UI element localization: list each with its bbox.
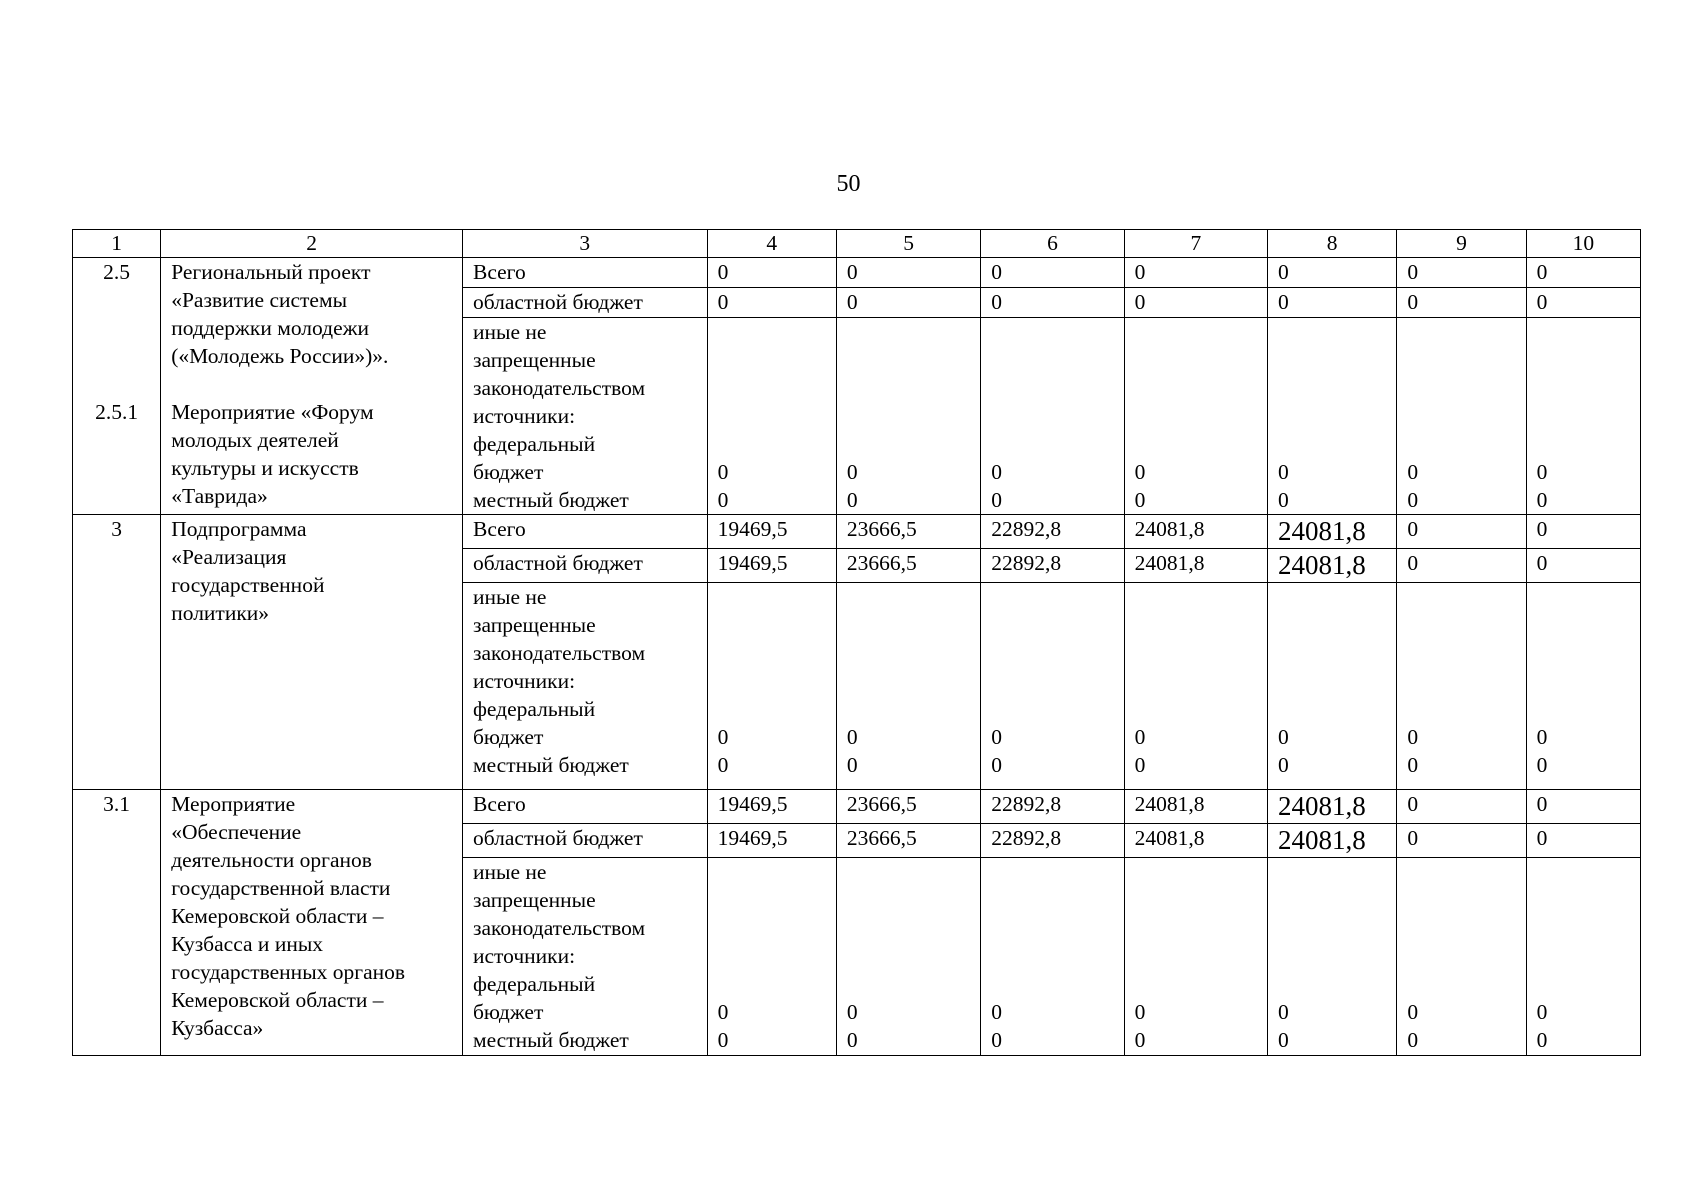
value-cell-other	[1124, 583, 1267, 790]
page-number: 50	[836, 171, 861, 197]
blank-line	[718, 695, 826, 723]
value-federal: 0	[846, 460, 858, 484]
value-local: 0	[991, 753, 1003, 777]
blank-line	[718, 942, 826, 970]
blank-line	[1278, 318, 1386, 346]
blank-line	[1537, 970, 1630, 998]
value-cell-total: 24081,8	[1124, 790, 1267, 824]
value-cell-total: 0	[1526, 515, 1640, 549]
blank-line	[718, 374, 826, 402]
blank-line	[1407, 886, 1515, 914]
value-local: 0	[717, 488, 729, 512]
source-label-line: бюджет	[472, 725, 544, 749]
value-cell-regional: 0	[707, 288, 836, 318]
blank-line	[1278, 667, 1386, 695]
blank-line	[1135, 611, 1257, 639]
value-cell-regional: 0	[1397, 549, 1526, 583]
blank-line	[847, 430, 970, 458]
blank-line	[847, 639, 970, 667]
blank-line	[718, 970, 826, 998]
blank-line	[847, 611, 970, 639]
blank-line	[1537, 402, 1630, 430]
value-federal: 0	[991, 725, 1003, 749]
value-federal: 0	[1134, 460, 1146, 484]
value-cell-total: 0	[1397, 790, 1526, 824]
value-cell-total: 0	[1526, 258, 1640, 288]
section-name-line: государственной	[171, 573, 325, 597]
value-federal: 0	[1536, 1000, 1548, 1024]
value-cell-other	[1124, 318, 1267, 515]
value-cell-total: 23666,5	[836, 515, 980, 549]
value-local: 0	[991, 488, 1003, 512]
blank-line	[847, 374, 970, 402]
blank-line	[847, 970, 970, 998]
blank-line	[1278, 886, 1386, 914]
blank-line	[1278, 914, 1386, 942]
source-label-regional: областной бюджет	[462, 549, 707, 583]
section-name	[161, 515, 463, 790]
section-name-line: государственной власти	[171, 876, 391, 900]
blank-line	[1135, 318, 1257, 346]
blank-line	[1537, 639, 1630, 667]
value-emphasis: 24081,8	[1278, 825, 1366, 855]
section-name	[161, 258, 463, 515]
source-label-line: запрещенные	[472, 348, 596, 372]
blank-line	[1407, 611, 1515, 639]
blank-line	[718, 914, 826, 942]
blank-line	[991, 318, 1113, 346]
header-cell: 5	[836, 230, 980, 258]
section-name-line: поддержки молодежи	[171, 316, 369, 340]
value-federal: 0	[1134, 1000, 1146, 1024]
section-row-total	[73, 258, 1641, 288]
section-number-line	[83, 314, 150, 342]
source-label-line: законодательством	[472, 376, 646, 400]
blank-line	[1407, 858, 1515, 886]
blank-line	[1278, 695, 1386, 723]
value-cell-other	[1124, 858, 1267, 1056]
value-cell-other	[981, 583, 1124, 790]
section-name-line: молодых деятелей	[171, 428, 339, 452]
blank-line	[1278, 374, 1386, 402]
source-label-line: законодательством	[472, 641, 646, 665]
value-cell-total: 22892,8	[981, 790, 1124, 824]
section-row-total	[73, 790, 1641, 824]
value-cell-other	[707, 318, 836, 515]
blank-line	[1537, 583, 1630, 611]
blank-line	[991, 667, 1113, 695]
source-label-line: федеральный	[472, 972, 596, 996]
value-cell-total: 0	[1397, 258, 1526, 288]
value-cell-other	[1526, 583, 1640, 790]
section-name-line: Кемеровской области –	[171, 988, 384, 1012]
section-name-line: государственных органов	[171, 960, 406, 984]
value-federal: 0	[717, 1000, 729, 1024]
header-cell: 3	[462, 230, 707, 258]
source-label-line: источники:	[472, 404, 576, 428]
section-number-line: 3.1	[103, 792, 131, 816]
value-local: 0	[846, 488, 858, 512]
blank-line	[1407, 942, 1515, 970]
section-name-line: Мероприятие	[171, 792, 296, 816]
blank-line	[1407, 914, 1515, 942]
blank-line	[1537, 430, 1630, 458]
value-cell-total: 23666,5	[836, 790, 980, 824]
section-name-line: Кемеровской области –	[171, 904, 384, 928]
header-cell: 10	[1526, 230, 1640, 258]
source-label-other	[462, 583, 707, 790]
blank-line	[847, 914, 970, 942]
value-cell-total	[1268, 790, 1397, 824]
blank-line	[847, 318, 970, 346]
value-cell-regional: 23666,5	[836, 549, 980, 583]
blank-line	[1278, 858, 1386, 886]
blank-line	[1407, 639, 1515, 667]
blank-line	[718, 886, 826, 914]
value-cell-regional: 0	[1526, 288, 1640, 318]
blank-line	[1537, 667, 1630, 695]
blank-line	[991, 886, 1113, 914]
budget-table-body	[73, 230, 1641, 1056]
section-name-line: «Таврида»	[171, 484, 268, 508]
section-number-line	[83, 370, 150, 398]
source-label-line: источники:	[472, 669, 576, 693]
source-label-line: источники:	[472, 944, 576, 968]
source-label-regional: областной бюджет	[462, 824, 707, 858]
blank-line	[1135, 942, 1257, 970]
blank-line	[718, 858, 826, 886]
value-federal: 0	[717, 725, 729, 749]
value-cell-other	[836, 858, 980, 1056]
source-label-other	[462, 318, 707, 515]
blank-line	[847, 942, 970, 970]
source-label-total: Всего	[462, 515, 707, 549]
value-local: 0	[1407, 1028, 1419, 1052]
value-local: 0	[1536, 1028, 1548, 1052]
value-local: 0	[717, 1028, 729, 1052]
blank-line	[1407, 346, 1515, 374]
value-cell-regional: 23666,5	[836, 824, 980, 858]
value-cell-other	[707, 858, 836, 1056]
value-federal: 0	[1407, 460, 1419, 484]
source-label-line: бюджет	[472, 1000, 544, 1024]
value-federal: 0	[1278, 460, 1289, 484]
source-label-line: местный бюджет	[472, 753, 629, 777]
section-name-line: Кузбасса и иных	[171, 932, 324, 956]
value-federal: 0	[1536, 725, 1548, 749]
value-cell-regional: 0	[1397, 288, 1526, 318]
blank-line	[718, 639, 826, 667]
value-emphasis: 24081,8	[1278, 791, 1366, 821]
section-row-total	[73, 515, 1641, 549]
section-number-line: 3	[111, 517, 122, 541]
blank-line	[1537, 318, 1630, 346]
header-cell: 2	[161, 230, 463, 258]
value-local: 0	[991, 1028, 1003, 1052]
value-cell-regional: 0	[1268, 288, 1397, 318]
source-label-regional: областной бюджет	[462, 288, 707, 318]
section-name-line	[171, 370, 452, 398]
value-cell-total: 0	[1268, 258, 1397, 288]
value-local: 0	[1536, 753, 1548, 777]
header-cell: 9	[1397, 230, 1526, 258]
value-cell-total: 0	[836, 258, 980, 288]
blank-line	[1537, 914, 1630, 942]
value-federal: 0	[846, 725, 858, 749]
blank-line	[991, 346, 1113, 374]
blank-line	[1278, 346, 1386, 374]
value-cell-total: 0	[1124, 258, 1267, 288]
blank-line	[1407, 402, 1515, 430]
blank-line	[1407, 970, 1515, 998]
source-label-line: запрещенные	[472, 613, 596, 637]
blank-line	[991, 611, 1113, 639]
section-name-line: «Развитие системы	[171, 288, 348, 312]
blank-line	[991, 942, 1113, 970]
header-cell: 1	[73, 230, 161, 258]
section-name-line: культуры и искусств	[171, 456, 359, 480]
blank-line	[718, 402, 826, 430]
value-cell-regional: 0	[1526, 824, 1640, 858]
blank-line	[1537, 942, 1630, 970]
blank-line	[1407, 430, 1515, 458]
blank-line	[847, 402, 970, 430]
blank-line	[1537, 695, 1630, 723]
value-federal: 0	[1407, 1000, 1419, 1024]
section-number	[73, 790, 161, 1056]
blank-line	[991, 970, 1113, 998]
value-cell-other	[1526, 858, 1640, 1056]
value-local: 0	[1278, 1028, 1289, 1052]
value-emphasis: 24081,8	[1278, 516, 1366, 546]
value-local: 0	[846, 1028, 858, 1052]
header-cell: 4	[707, 230, 836, 258]
value-cell-regional	[1268, 824, 1397, 858]
blank-line	[1135, 583, 1257, 611]
section-number	[73, 258, 161, 515]
value-local: 0	[846, 753, 858, 777]
value-local: 0	[717, 753, 729, 777]
source-label-line: законодательством	[472, 916, 646, 940]
blank-line	[1135, 374, 1257, 402]
blank-line	[1407, 374, 1515, 402]
value-federal: 0	[991, 460, 1003, 484]
value-cell-other	[836, 318, 980, 515]
value-cell-total: 19469,5	[707, 515, 836, 549]
value-cell-regional: 0	[1124, 288, 1267, 318]
source-label-total: Всего	[462, 258, 707, 288]
blank-line	[1537, 374, 1630, 402]
source-label-line: бюджет	[472, 460, 544, 484]
blank-line	[718, 667, 826, 695]
value-federal: 0	[1278, 1000, 1289, 1024]
value-cell-total: 22892,8	[981, 515, 1124, 549]
blank-line	[1278, 583, 1386, 611]
blank-line	[1278, 970, 1386, 998]
blank-line	[1135, 639, 1257, 667]
blank-line	[1135, 667, 1257, 695]
section-number-line	[83, 342, 150, 370]
value-cell-regional: 19469,5	[707, 824, 836, 858]
value-local: 0	[1407, 753, 1419, 777]
value-cell-other	[981, 858, 1124, 1056]
blank-line	[991, 583, 1113, 611]
value-cell-other	[1397, 583, 1526, 790]
value-local: 0	[1134, 753, 1146, 777]
blank-line	[991, 858, 1113, 886]
value-cell-regional: 19469,5	[707, 549, 836, 583]
blank-line	[1278, 639, 1386, 667]
source-label-line: местный бюджет	[472, 488, 629, 512]
section-name-line: Подпрограмма	[171, 517, 307, 541]
source-label-line: федеральный	[472, 697, 596, 721]
value-cell-total: 24081,8	[1124, 515, 1267, 549]
section-name-line: «Реализация	[171, 545, 287, 569]
blank-line	[1407, 667, 1515, 695]
value-cell-regional: 0	[1526, 549, 1640, 583]
section-name-line: («Молодежь России»)».	[171, 344, 389, 368]
value-federal: 0	[1407, 725, 1419, 749]
value-local: 0	[1536, 488, 1548, 512]
source-label-total: Всего	[462, 790, 707, 824]
value-federal: 0	[1536, 460, 1548, 484]
blank-line	[1135, 970, 1257, 998]
value-local: 0	[1278, 488, 1289, 512]
section-name-line: политики»	[171, 601, 270, 625]
value-emphasis: 24081,8	[1278, 550, 1366, 580]
value-cell-total: 19469,5	[707, 790, 836, 824]
blank-line	[1135, 886, 1257, 914]
blank-line	[718, 583, 826, 611]
value-cell-regional: 22892,8	[981, 824, 1124, 858]
section-name-line: Кузбасса»	[171, 1016, 264, 1040]
value-cell-regional: 0	[836, 288, 980, 318]
section-name-line: Мероприятие «Форум	[171, 400, 374, 424]
blank-line	[991, 695, 1113, 723]
value-cell-other	[1268, 583, 1397, 790]
section-name-line: Региональный проект	[171, 260, 371, 284]
source-label-line: запрещенные	[472, 888, 596, 912]
source-label-line: местный бюджет	[472, 1028, 629, 1052]
value-federal: 0	[1134, 725, 1146, 749]
blank-line	[1135, 402, 1257, 430]
value-cell-other	[836, 583, 980, 790]
value-cell-total: 0	[707, 258, 836, 288]
value-cell-regional: 24081,8	[1124, 824, 1267, 858]
header-cell: 6	[981, 230, 1124, 258]
value-cell-regional: 24081,8	[1124, 549, 1267, 583]
value-cell-regional: 0	[981, 288, 1124, 318]
blank-line	[991, 430, 1113, 458]
value-local: 0	[1278, 753, 1289, 777]
value-federal: 0	[1278, 725, 1289, 749]
value-cell-other	[1397, 858, 1526, 1056]
blank-line	[847, 583, 970, 611]
section-number-line	[83, 286, 150, 314]
value-cell-total	[1268, 515, 1397, 549]
blank-line	[1407, 318, 1515, 346]
blank-line	[847, 695, 970, 723]
section-number-line: 2.5.1	[95, 400, 139, 424]
section-name-line: деятельности органов	[171, 848, 372, 872]
blank-line	[1407, 583, 1515, 611]
value-cell-total: 0	[981, 258, 1124, 288]
blank-line	[991, 374, 1113, 402]
blank-line	[847, 858, 970, 886]
value-cell-total: 0	[1397, 515, 1526, 549]
header-cell: 7	[1124, 230, 1267, 258]
blank-line	[1278, 430, 1386, 458]
blank-line	[1537, 886, 1630, 914]
value-federal: 0	[717, 460, 729, 484]
blank-line	[1278, 611, 1386, 639]
value-cell-other	[1397, 318, 1526, 515]
blank-line	[718, 318, 826, 346]
value-federal: 0	[846, 1000, 858, 1024]
blank-line	[1537, 346, 1630, 374]
value-local: 0	[1134, 1028, 1146, 1052]
value-cell-other	[1526, 318, 1640, 515]
value-local: 0	[1407, 488, 1419, 512]
value-cell-regional: 22892,8	[981, 549, 1124, 583]
blank-line	[1135, 914, 1257, 942]
blank-line	[991, 914, 1113, 942]
blank-line	[1537, 858, 1630, 886]
value-local: 0	[1134, 488, 1146, 512]
blank-line	[991, 402, 1113, 430]
value-cell-other	[1268, 318, 1397, 515]
source-label-line: иные не	[472, 585, 547, 609]
blank-line	[847, 667, 970, 695]
source-label-line: иные не	[472, 860, 547, 884]
blank-line	[1135, 858, 1257, 886]
blank-line	[847, 886, 970, 914]
source-label-line: иные не	[472, 320, 547, 344]
section-number-line: 2.5	[103, 260, 131, 284]
budget-table	[72, 229, 1641, 1056]
blank-line	[1278, 402, 1386, 430]
value-federal: 0	[991, 1000, 1003, 1024]
value-cell-other	[1268, 858, 1397, 1056]
blank-line	[1135, 430, 1257, 458]
blank-line	[1135, 695, 1257, 723]
blank-line	[718, 346, 826, 374]
header-row	[73, 230, 1641, 258]
section-name	[161, 790, 463, 1056]
blank-line	[847, 346, 970, 374]
value-cell-regional	[1268, 549, 1397, 583]
section-number	[73, 515, 161, 790]
blank-line	[991, 639, 1113, 667]
value-cell-other	[981, 318, 1124, 515]
blank-line	[1135, 346, 1257, 374]
header-cell: 8	[1268, 230, 1397, 258]
blank-line	[1407, 695, 1515, 723]
source-label-other	[462, 858, 707, 1056]
blank-line	[1278, 942, 1386, 970]
blank-line	[1537, 611, 1630, 639]
section-name-line: «Обеспечение	[171, 820, 302, 844]
blank-line	[718, 611, 826, 639]
source-label-line: федеральный	[472, 432, 596, 456]
value-cell-total: 0	[1526, 790, 1640, 824]
value-cell-other	[707, 583, 836, 790]
value-cell-regional: 0	[1397, 824, 1526, 858]
blank-line	[718, 430, 826, 458]
